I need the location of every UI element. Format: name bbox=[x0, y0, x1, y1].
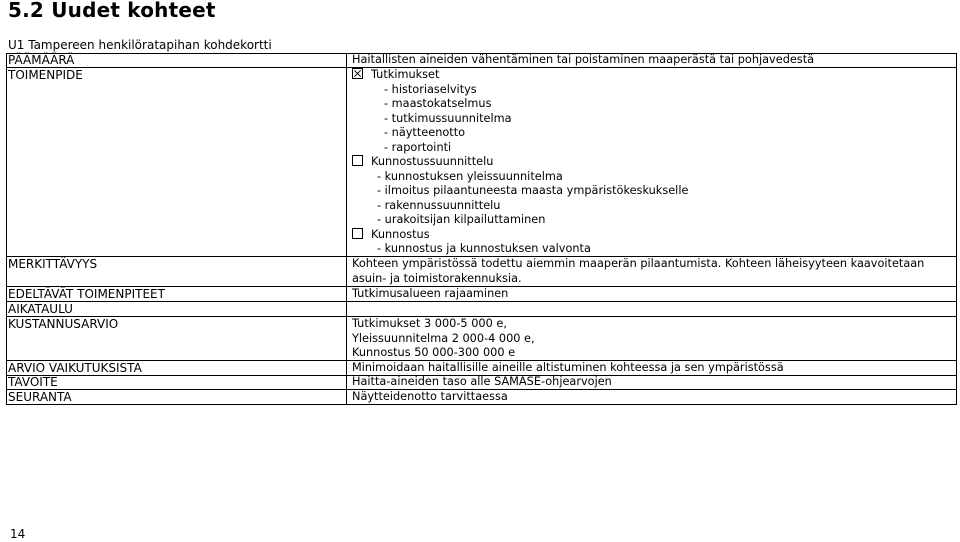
row-value-paamaara: Haitallisten aineiden vähentäminen tai poistaminen maaperästä tai pohjavedestä bbox=[352, 53, 815, 66]
list-item: - historiaselvitys bbox=[384, 82, 477, 96]
text-line: Kohteen ympäristössä todettu aiemmin maaperän pilaantumista. Kohteen läheisyyteen kaavoitetaan bbox=[352, 257, 925, 270]
card-title: U1 Tampereen henkilöratapihan kohdekortti bbox=[8, 38, 272, 52]
row-label-merkittavyys: MERKITTÄVYYS bbox=[8, 257, 98, 271]
text-line: Tutkimukset 3 000-5 000 e, bbox=[352, 317, 507, 330]
text-line: Yleissuunnitelma 2 000-4 000 e, bbox=[352, 331, 535, 345]
row-value-toimenpide bbox=[352, 68, 688, 257]
text-line: Kunnostus 50 000-300 000 e bbox=[352, 346, 516, 359]
unchecked-checkbox-icon bbox=[352, 228, 363, 239]
row-label-aikataulu: AIKATAULU bbox=[8, 302, 73, 316]
list-item: - maastokatselmus bbox=[384, 97, 492, 110]
group-heading: Kunnostus bbox=[352, 228, 688, 243]
list-item: - urakoitsijan kilpailuttaminen bbox=[377, 213, 546, 226]
row-label-arvio: ARVIO VAIKUTUKSISTA bbox=[8, 361, 142, 375]
row-label-toimenpide: TOIMENPIDE bbox=[8, 68, 83, 82]
table-right-border bbox=[956, 53, 957, 404]
row-label-tavoite: TAVOITE bbox=[8, 375, 58, 389]
checked-checkbox-icon bbox=[352, 68, 363, 79]
row-label-edeltavat: EDELTÄVÄT TOIMENPITEET bbox=[8, 287, 165, 301]
list-item: - kunnostuksen yleissuunnitelma bbox=[377, 169, 563, 183]
list-item: - ilmoitus pilaantuneesta maasta ympäristökeskukselle bbox=[377, 184, 689, 197]
table-column-divider bbox=[346, 53, 347, 404]
text-line: asuin- ja toimistorakennuksia. bbox=[352, 271, 522, 285]
list-item: - tutkimussuunnitelma bbox=[384, 111, 512, 125]
row-label-paamaara: PÄÄMÄÄRÄ bbox=[8, 53, 75, 67]
row-value-seuranta: Näytteidenotto tarvittaessa bbox=[352, 390, 508, 403]
row-label-seuranta: SEURANTA bbox=[8, 390, 72, 404]
group-heading: Kunnostussuunnittelu bbox=[352, 155, 688, 170]
list-item: - näytteenotto bbox=[384, 126, 466, 139]
page-number: 14 bbox=[10, 527, 26, 541]
list-item: - rakennussuunnittelu bbox=[377, 198, 501, 212]
list-item: - kunnostus ja kunnostuksen valvonta bbox=[377, 242, 591, 255]
section-heading: 5.2 Uudet kohteet bbox=[8, 0, 216, 22]
group-heading: Tutkimukset bbox=[352, 68, 688, 83]
unchecked-checkbox-icon bbox=[352, 155, 363, 166]
row-value-tavoite: Haitta-aineiden taso alle SAMASE-ohjearvojen bbox=[352, 375, 612, 388]
row-value-arvio: Minimoidaan haitallisille aineille altistuminen kohteessa ja sen ympäristössä bbox=[352, 361, 784, 374]
row-value-edeltavat: Tutkimusalueen rajaaminen bbox=[352, 287, 509, 300]
row-value-kustannusarvio bbox=[352, 317, 535, 361]
list-item: - raportointi bbox=[384, 140, 452, 154]
row-label-kustannusarvio: KUSTANNUSARVIO bbox=[8, 317, 119, 331]
row-value-merkittavyys bbox=[352, 257, 924, 286]
table-left-border bbox=[6, 53, 7, 404]
